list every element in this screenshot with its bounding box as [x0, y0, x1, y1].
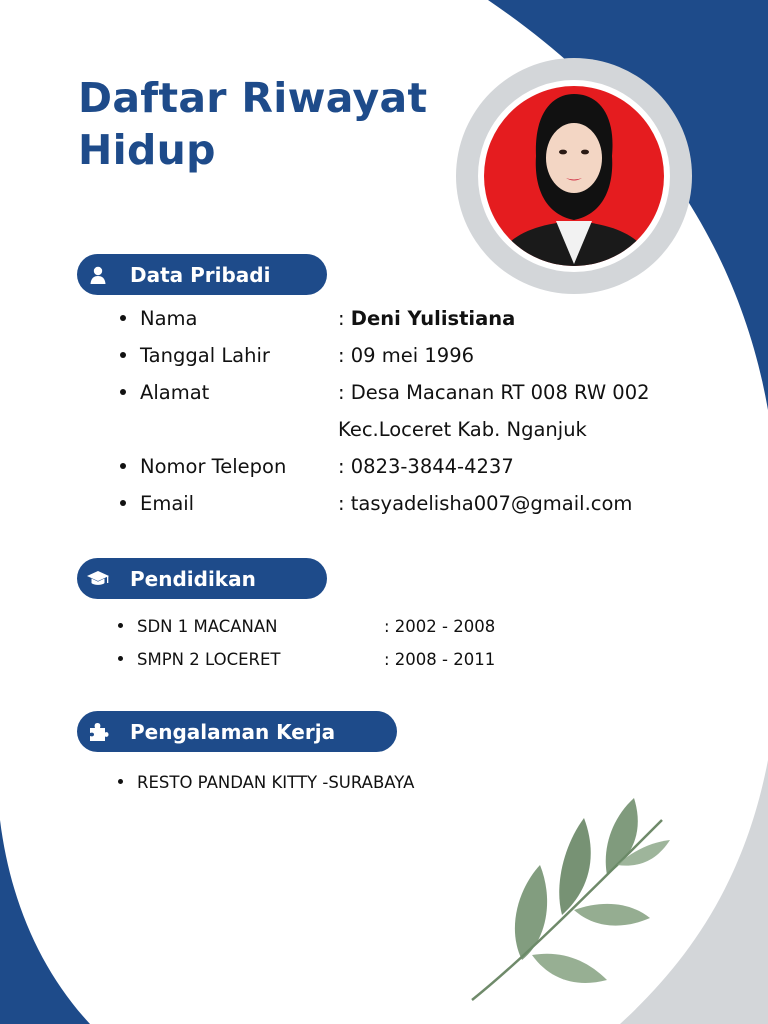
section-header-pengalaman-kerja — [77, 711, 397, 752]
school-name: SDN 1 MACANAN — [137, 617, 278, 636]
field-key: Email — [140, 492, 195, 515]
field-key: Nama — [140, 307, 198, 330]
photo-face — [546, 123, 602, 193]
section-header-data-pribadi — [77, 254, 327, 295]
profile-photo-image — [484, 86, 664, 266]
profile-photo-ring — [456, 58, 692, 294]
photo-eye-right — [581, 150, 589, 155]
graduation-cap-icon — [77, 569, 119, 589]
bullet — [120, 315, 126, 321]
list-item-nomor-telepon — [120, 448, 650, 485]
list-item-email — [120, 485, 650, 522]
bullet — [118, 656, 123, 661]
education-list — [118, 610, 495, 676]
bottom-left-blue-arc — [0, 820, 90, 1024]
school-name: SMPN 2 LOCERET — [137, 650, 281, 669]
leaf-branch-decoration — [462, 790, 672, 1005]
profile-photo — [478, 80, 670, 272]
section-header-pendidikan — [77, 558, 327, 599]
field-value: : 09 mei 1996 — [338, 344, 475, 367]
leaf-1 — [515, 865, 547, 960]
personal-data-list — [120, 300, 650, 522]
work-place: RESTO PANDAN KITTY -SURABAYA — [137, 773, 415, 792]
title-line-2: Hidup — [78, 126, 216, 174]
leaf-3 — [559, 818, 591, 915]
user-icon — [77, 265, 119, 285]
list-item-education — [118, 610, 495, 643]
bullet — [120, 389, 126, 395]
list-item-education — [118, 643, 495, 676]
leaf-4 — [574, 904, 650, 926]
page-title — [78, 72, 427, 176]
school-years: : 2008 - 2011 — [384, 650, 496, 669]
bullet — [120, 500, 126, 506]
photo-eye-left — [559, 150, 567, 155]
list-item-nama — [120, 300, 650, 337]
list-item-alamat — [120, 374, 650, 411]
section-label: Data Pribadi — [130, 262, 271, 287]
list-item-tanggal-lahir — [120, 337, 650, 374]
bullet — [118, 623, 123, 628]
field-key: Alamat — [140, 381, 210, 404]
field-value: : tasyadelisha007@gmail.com — [338, 492, 633, 515]
list-item-alamat-continued — [120, 411, 650, 448]
name-value: Deni Yulistiana — [350, 307, 516, 330]
field-key: Nomor Telepon — [140, 455, 287, 478]
bullet — [120, 352, 126, 358]
puzzle-icon — [77, 721, 119, 743]
work-experience-list — [118, 766, 414, 799]
field-key: Tanggal Lahir — [140, 344, 270, 367]
section-label: Pengalaman Kerja — [130, 719, 336, 744]
school-years: : 2002 - 2008 — [384, 617, 496, 636]
bullet — [120, 463, 126, 469]
bullet — [118, 779, 123, 784]
field-value: : Desa Macanan RT 008 RW 002 — [338, 381, 650, 404]
leaf-2 — [532, 954, 607, 983]
field-value-continued: Kec.Loceret Kab. Nganjuk — [338, 418, 587, 441]
field-value — [338, 307, 515, 330]
value-prefix: : — [338, 307, 351, 330]
title-line-1: Daftar Riwayat — [78, 74, 428, 122]
list-item-work — [118, 766, 414, 799]
section-label: Pendidikan — [130, 566, 256, 591]
field-value: : 0823-3844-4237 — [338, 455, 514, 478]
